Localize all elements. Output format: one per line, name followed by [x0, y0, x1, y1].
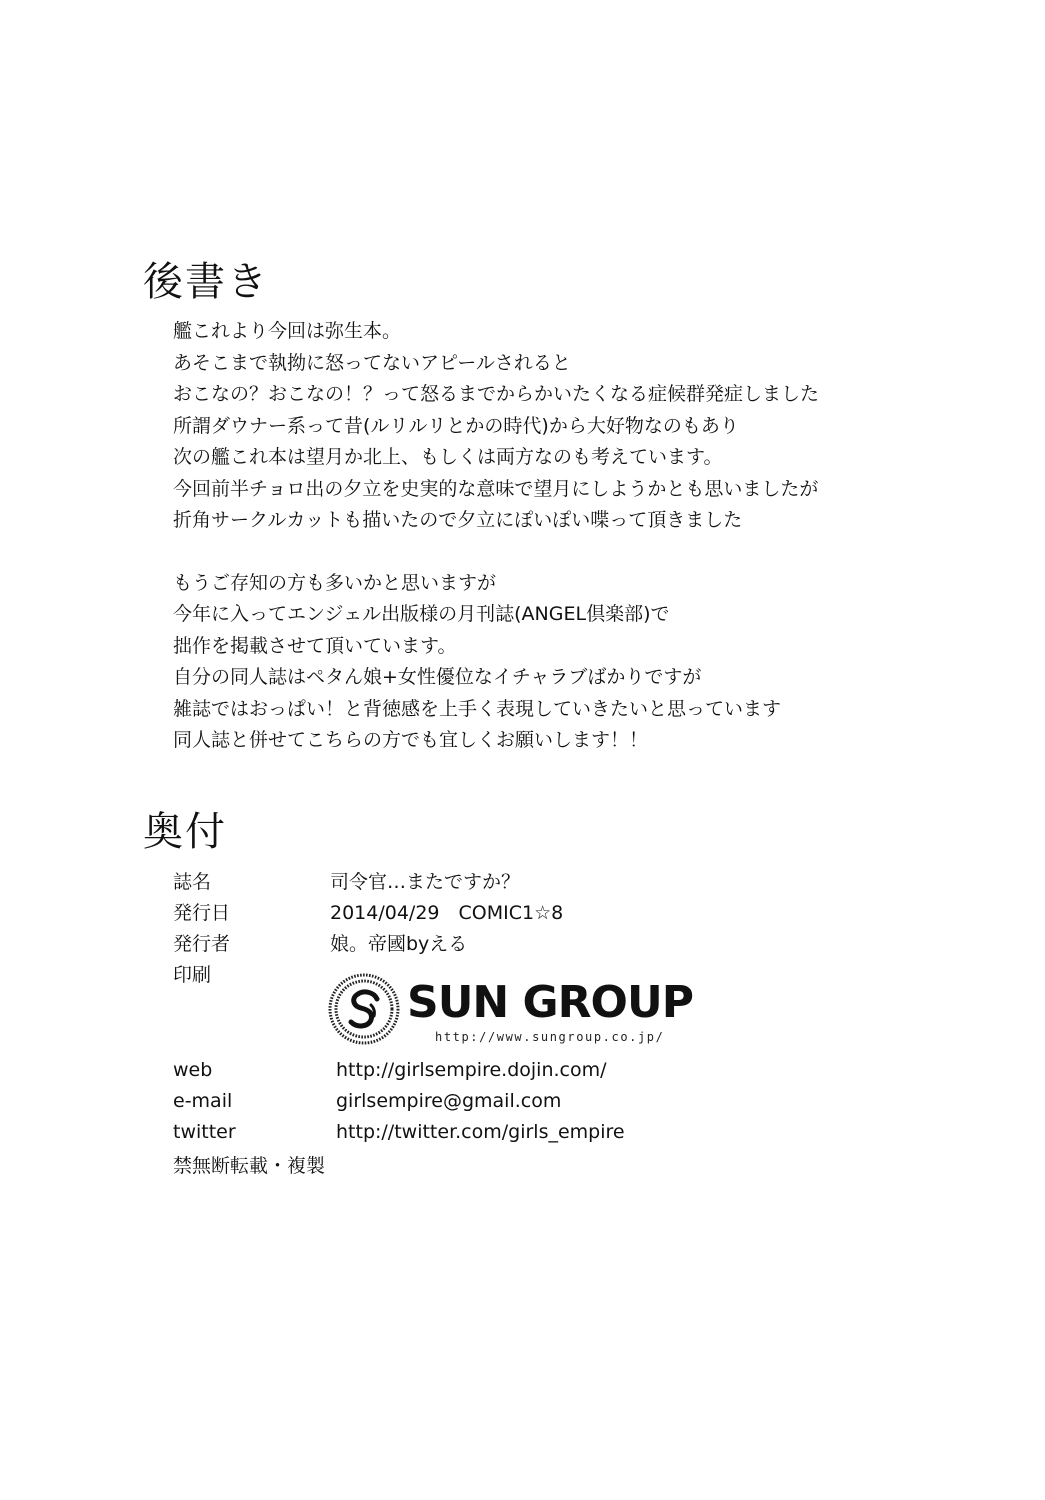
afterword-line: 所謂ダウナー系って昔(ルリルリとかの時代)から大好物なのもあり [173, 414, 739, 437]
afterword-line: 雑誌ではおっぱい！と背徳感を上手く表現していきたいと思っています [173, 697, 782, 720]
colophon-value: 娘。帝國byえる [330, 933, 468, 955]
contact-row-email [173, 1087, 561, 1115]
colophon-row-title [173, 868, 520, 896]
afterword-line: 自分の同人誌はペタん娘+女性優位なイチャラブばかりですが [173, 666, 702, 688]
afterword-paragraph [173, 316, 1033, 537]
afterword-line: おこなの？おこなの！？って怒るまでからかいたくなる症候群発症しました [173, 383, 820, 405]
afterword-title: 後書き [143, 259, 269, 305]
afterword-paragraph [173, 568, 1033, 757]
printer-name: SUN GROUP [407, 977, 693, 1028]
colophon-row-printer [173, 961, 330, 989]
colophon-label: 印刷 [173, 964, 212, 986]
printer-logo [327, 972, 707, 1052]
contact-value: http://girlsempire.dojin.com/ [336, 1059, 607, 1081]
contact-row-twitter [173, 1118, 625, 1146]
contact-label: twitter [173, 1121, 236, 1143]
afterword-line: 拙作を掲載させて頂いています。 [173, 634, 457, 657]
contact-label: e-mail [173, 1090, 233, 1112]
contact-row-web [173, 1056, 607, 1084]
afterword-line: 艦これより今回は弥生本。 [173, 320, 402, 342]
afterword-body [173, 316, 1033, 757]
afterword-line: あそこまで執拗に怒ってないアピールされると [173, 351, 571, 374]
no-reprint-notice: 禁無断転載・複製 [173, 1155, 326, 1177]
colophon-label: 発行日 [173, 902, 231, 924]
colophon-label: 誌名 [173, 871, 212, 893]
colophon-value: 司令官…またですか？ [330, 871, 521, 893]
afterword-line: もうご存知の方も多いかと思いますが [173, 571, 497, 594]
afterword-line: 今回前半チョロ出の夕立を史実的な意味で望月にしようかとも思いましたが [173, 477, 819, 500]
afterword-line: 折角サークルカットも描いたので夕立にぽいぽい喋って頂きました [173, 509, 743, 531]
colophon-label: 発行者 [173, 933, 231, 955]
sun-group-mark-icon [327, 972, 401, 1046]
afterword-line: 次の艦これ本は望月か北上、もしくは両方なのも考えています。 [173, 446, 723, 468]
afterword-line: 同人誌と併せてこちらの方でも宜しくお願いします！！ [173, 729, 649, 751]
contact-value: http://twitter.com/girls_empire [336, 1121, 625, 1143]
colophon-row-publisher [173, 930, 467, 958]
colophon-title: 奥付 [143, 809, 227, 855]
afterword-line: 今年に入ってエンジェル出版様の月刊誌(ANGEL倶楽部)で [173, 603, 670, 625]
contact-value: girlsempire@gmail.com [336, 1090, 562, 1112]
colophon-row-date [173, 899, 563, 927]
printer-url: http://www.sungroup.co.jp/ [435, 1030, 665, 1044]
colophon-value: 2014/04/29 COMIC1☆8 [330, 902, 564, 924]
contact-label: web [173, 1059, 213, 1081]
